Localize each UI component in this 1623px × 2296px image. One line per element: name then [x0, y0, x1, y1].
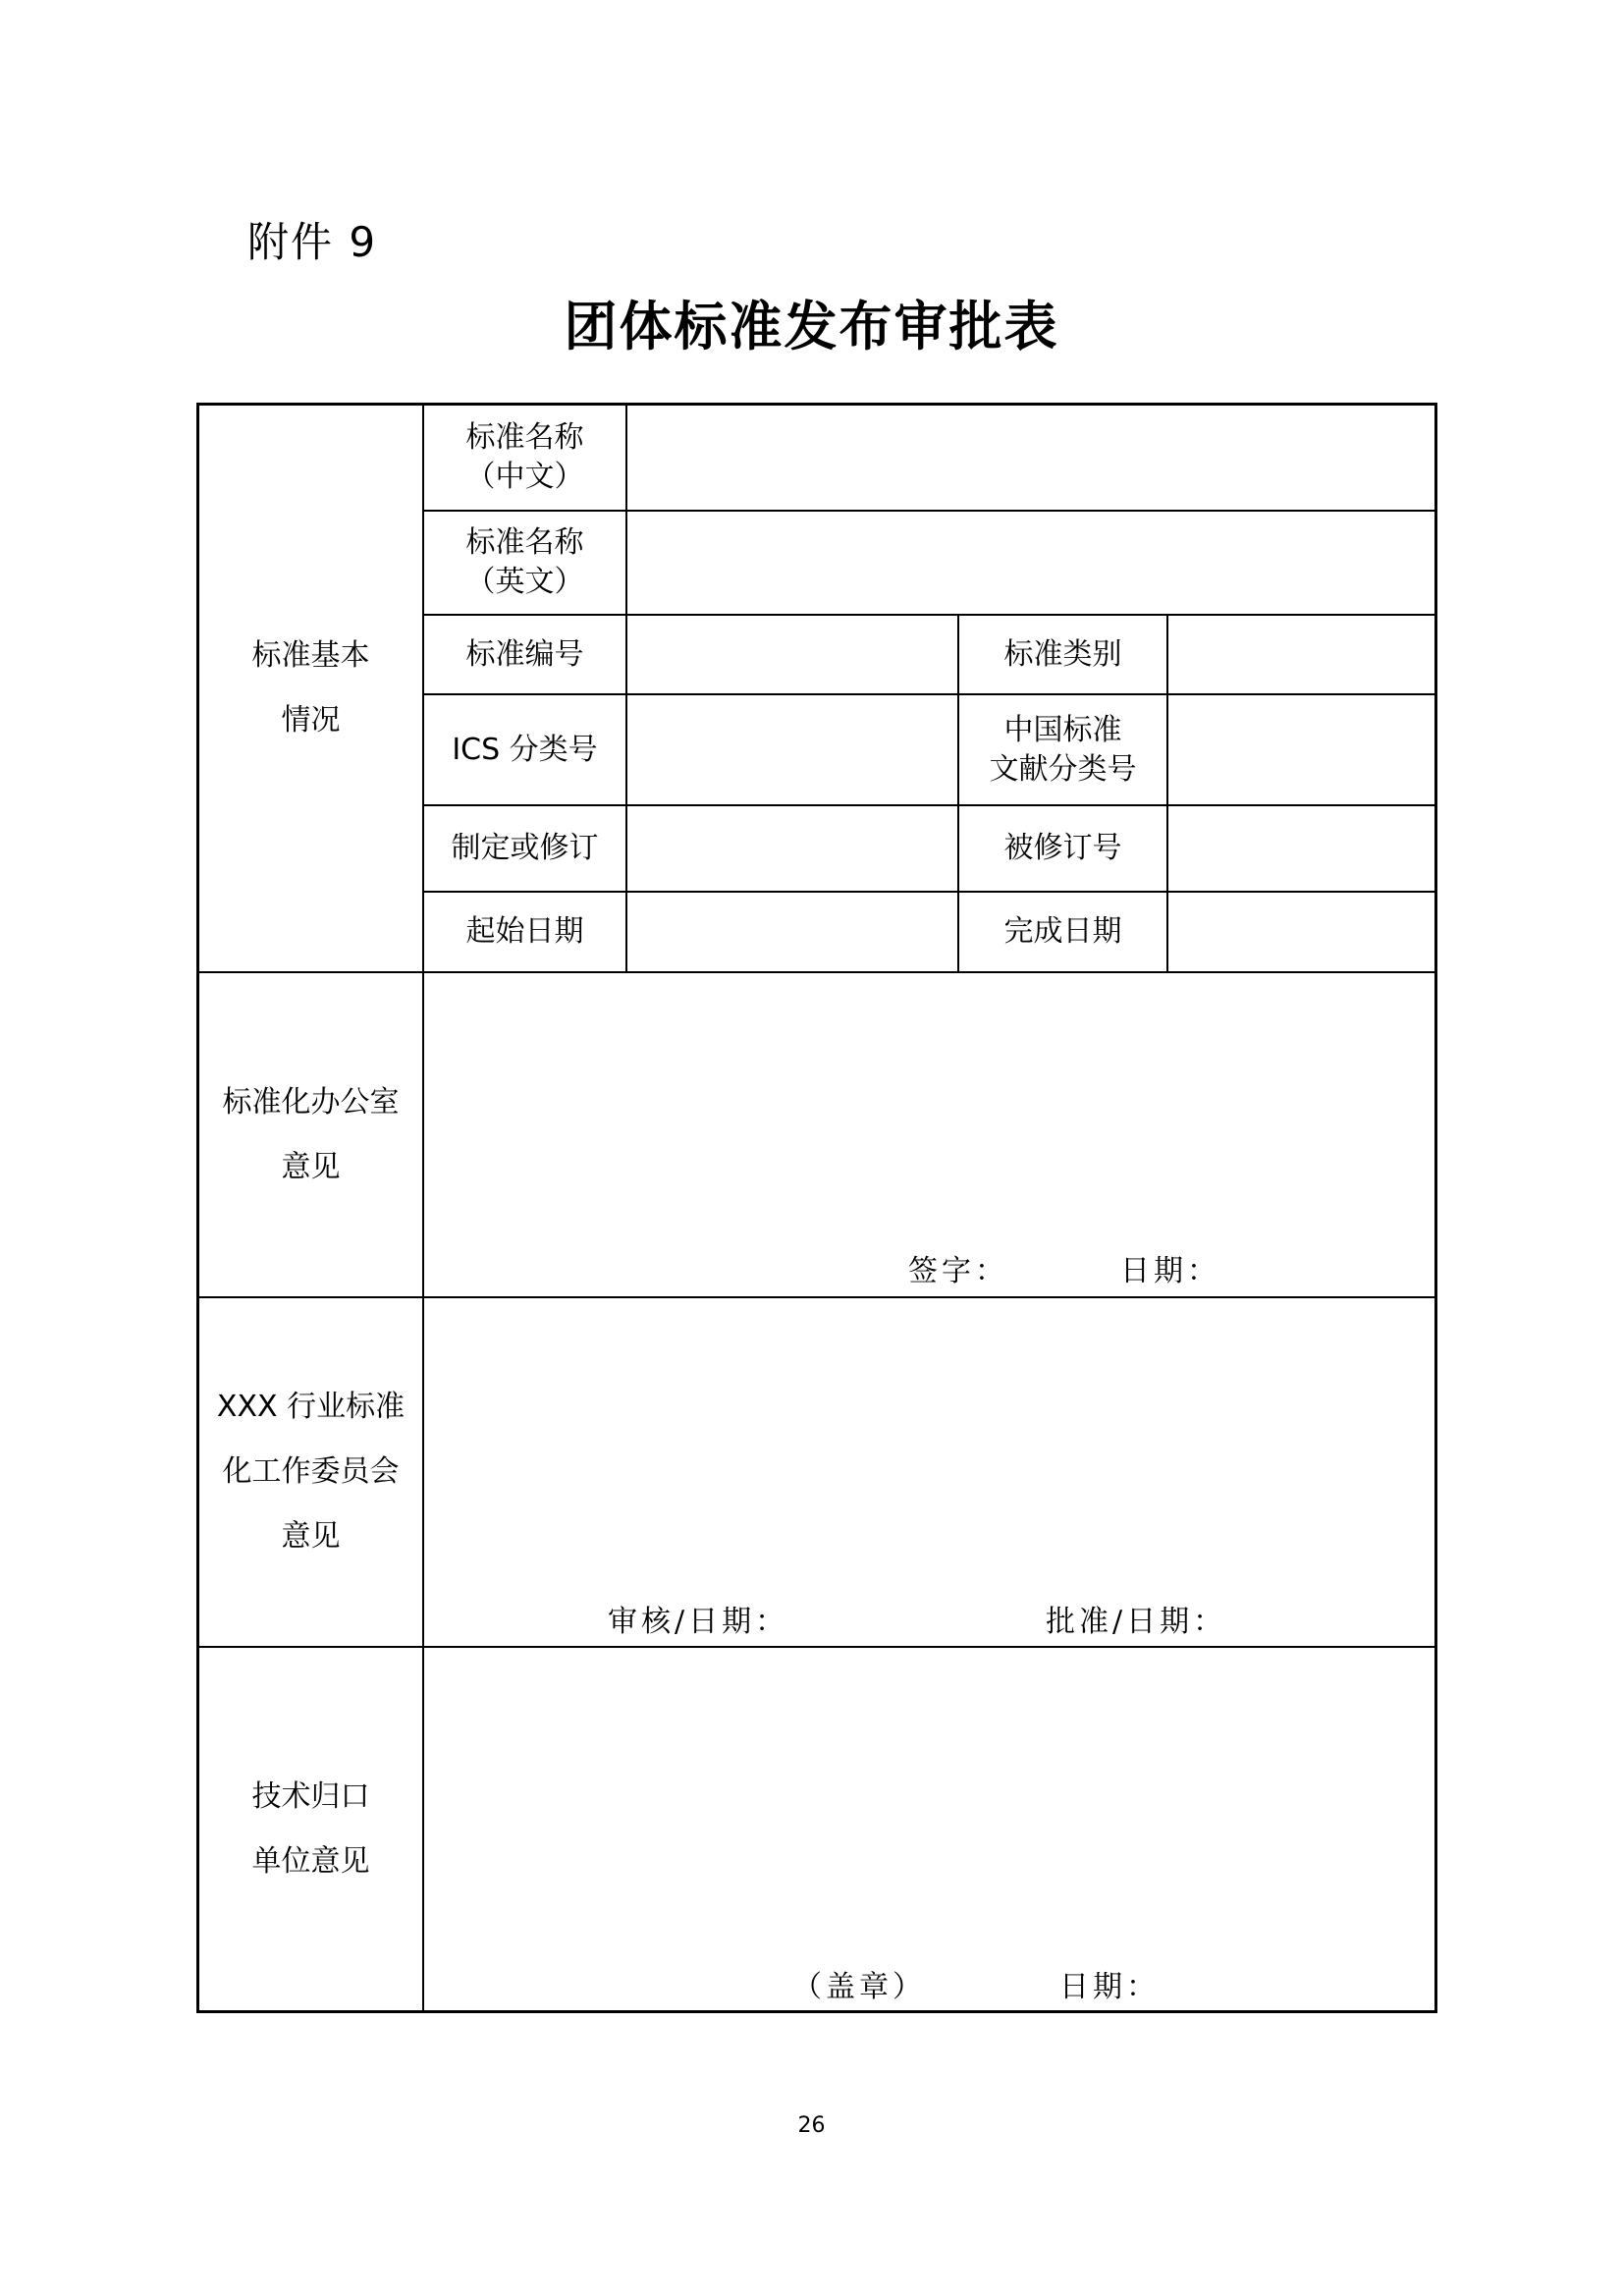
field-standard-number[interactable] [627, 616, 957, 693]
committee-review-label: 审核/日期： [608, 1605, 789, 1639]
field-revised-number[interactable] [1168, 806, 1434, 891]
page-number: 26 [797, 2113, 826, 2138]
label-finish-date: 完成日期 [1003, 914, 1122, 949]
label-revised-number: 被修订号 [1003, 831, 1122, 865]
section-label-office-opinion: 标准化办公室 意见 [222, 1084, 400, 1184]
tech-unit-opinion-area[interactable] [424, 1648, 1434, 2010]
section-label-tech-unit-opinion: 技术归口 单位意见 [251, 1778, 370, 1879]
attachment-label: 附件 9 [247, 218, 378, 266]
field-cn-class-number[interactable] [1168, 695, 1434, 804]
committee-opinion-area[interactable] [424, 1298, 1434, 1646]
label-start-date: 起始日期 [465, 914, 584, 949]
section-label-basic-info: 标准基本 情况 [251, 638, 370, 738]
field-name-en[interactable] [627, 512, 1434, 614]
committee-approve-label: 批准/日期： [1046, 1605, 1227, 1639]
label-name-cn: 标准名称 （中文） [465, 420, 584, 494]
approval-form-table [196, 403, 1437, 2013]
field-start-date[interactable] [627, 893, 957, 971]
label-cn-class-number: 中国标准 文献分类号 [989, 712, 1137, 787]
field-finish-date[interactable] [1168, 893, 1434, 971]
label-ics-number: ICS 分类号 [452, 732, 598, 767]
office-date-label: 日期： [1120, 1254, 1220, 1288]
label-standard-number: 标准编号 [465, 636, 584, 672]
field-revise-type[interactable] [627, 806, 957, 891]
field-ics-number[interactable] [627, 695, 957, 804]
label-standard-category: 标准类别 [1003, 636, 1122, 672]
page-title: 团体标准发布审批表 [564, 295, 1059, 357]
field-name-cn[interactable] [627, 406, 1434, 510]
office-signature-label: 签字： [908, 1254, 1008, 1288]
label-name-en: 标准名称 （英文） [465, 525, 584, 599]
tech-date-label: 日期： [1059, 1970, 1160, 2004]
field-standard-category[interactable] [1168, 616, 1434, 693]
tech-seal-label: （盖章） [792, 1970, 926, 2004]
section-label-committee-opinion: XXX 行业标准 化工作委员会 意见 [216, 1390, 406, 1554]
label-revise-type: 制定或修订 [451, 831, 599, 865]
